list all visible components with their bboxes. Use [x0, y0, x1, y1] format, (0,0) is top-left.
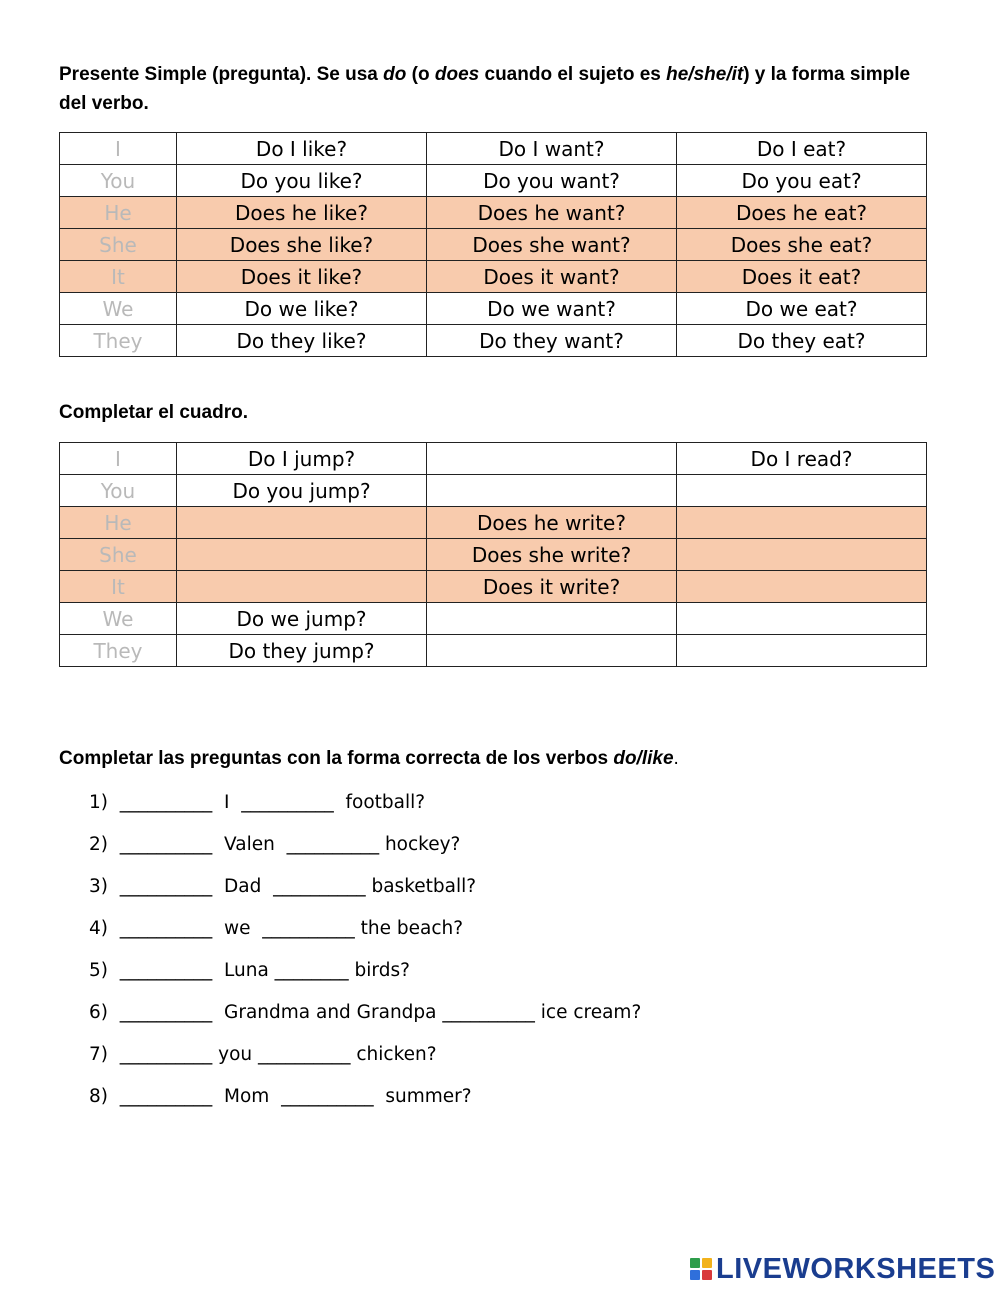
answer-cell-blank[interactable] [427, 475, 677, 507]
table-row [60, 165, 927, 197]
pronoun-cell: We [60, 603, 177, 635]
question-cell: Do I like? [177, 133, 427, 165]
question-cell: Does she eat? [677, 229, 927, 261]
table-row [60, 475, 927, 507]
question-cell: Do we like? [177, 293, 427, 325]
table-row [60, 261, 927, 293]
question-cell: Does he want? [427, 197, 677, 229]
pronoun-cell: I [60, 133, 177, 165]
question-cell: Do we want? [427, 293, 677, 325]
complete-conjugation-table [59, 442, 927, 667]
pronoun-cell: She [60, 539, 177, 571]
table-row [60, 539, 927, 571]
logo-icon [690, 1258, 712, 1280]
table-row [60, 197, 927, 229]
question-cell: Does she write? [427, 539, 677, 571]
answer-cell-blank[interactable] [427, 635, 677, 667]
pronoun-cell: She [60, 229, 177, 261]
example-conjugation-table [59, 132, 927, 357]
answer-cell-blank[interactable] [677, 603, 927, 635]
liveworksheets-logo [690, 1254, 995, 1284]
question-cell: Do I jump? [177, 443, 427, 475]
question-cell: Does she like? [177, 229, 427, 261]
answer-cell-blank[interactable] [677, 635, 927, 667]
pronoun-cell: You [60, 165, 177, 197]
question-cell: Do you jump? [177, 475, 427, 507]
question-cell: Do they eat? [677, 325, 927, 357]
answer-cell-blank[interactable] [427, 443, 677, 475]
pronoun-cell: It [60, 261, 177, 293]
question-cell: Does it write? [427, 571, 677, 603]
question-cell: Do you eat? [677, 165, 927, 197]
section-heading-complete-questions: Completar las preguntas con la forma correcta de los verbos do/like. [59, 748, 679, 769]
answer-cell-blank[interactable] [177, 539, 427, 571]
pronoun-cell: You [60, 475, 177, 507]
question-cell: Does he like? [177, 197, 427, 229]
question-item[interactable]: 7) __________ you __________ chicken? [89, 1044, 437, 1065]
question-cell: Does it want? [427, 261, 677, 293]
question-cell: Do they jump? [177, 635, 427, 667]
table-row [60, 229, 927, 261]
question-cell: Do they like? [177, 325, 427, 357]
table-row [60, 133, 927, 165]
table-row [60, 293, 927, 325]
answer-cell-blank[interactable] [427, 603, 677, 635]
question-cell: Do we eat? [677, 293, 927, 325]
table-row [60, 443, 927, 475]
question-cell: Do you like? [177, 165, 427, 197]
table-row [60, 603, 927, 635]
answer-cell-blank[interactable] [677, 571, 927, 603]
table-row [60, 571, 927, 603]
answer-cell-blank[interactable] [177, 571, 427, 603]
question-cell: Do I want? [427, 133, 677, 165]
answer-cell-blank[interactable] [677, 539, 927, 571]
question-cell: Does he eat? [677, 197, 927, 229]
pronoun-cell: They [60, 325, 177, 357]
table-row [60, 635, 927, 667]
question-list [89, 790, 641, 1126]
question-cell: Does it eat? [677, 261, 927, 293]
question-item[interactable]: 3) __________ Dad __________ basketball? [89, 876, 477, 897]
pronoun-cell: They [60, 635, 177, 667]
question-item[interactable]: 5) __________ Luna ________ birds? [89, 960, 410, 981]
question-cell: Do you want? [427, 165, 677, 197]
table-row [60, 507, 927, 539]
pronoun-cell: It [60, 571, 177, 603]
question-item[interactable]: 8) __________ Mom __________ summer? [89, 1086, 472, 1107]
question-cell: Do they want? [427, 325, 677, 357]
logo-text: LIVEWORKSHEETS [716, 1252, 996, 1285]
table-row [60, 325, 927, 357]
pronoun-cell: We [60, 293, 177, 325]
question-item[interactable]: 4) __________ we __________ the beach? [89, 918, 464, 939]
question-item[interactable]: 1) __________ I __________ football? [89, 792, 426, 813]
question-cell: Do we jump? [177, 603, 427, 635]
question-item[interactable]: 2) __________ Valen __________ hockey? [89, 834, 461, 855]
question-cell: Does it like? [177, 261, 427, 293]
answer-cell-blank[interactable] [177, 507, 427, 539]
question-cell: Do I read? [677, 443, 927, 475]
pronoun-cell: He [60, 197, 177, 229]
pronoun-cell: He [60, 507, 177, 539]
section-heading-complete-table: Completar el cuadro. [59, 402, 248, 423]
question-item[interactable]: 6) __________ Grandma and Grandpa __________ ice cream? [89, 1002, 642, 1023]
answer-cell-blank[interactable] [677, 475, 927, 507]
question-cell: Does he write? [427, 507, 677, 539]
answer-cell-blank[interactable] [677, 507, 927, 539]
instructions-title: Presente Simple (pregunta). Se usa do (o does cuando el sujeto es he/she/it) y la forma simple del verbo. [59, 64, 911, 114]
question-cell: Do I eat? [677, 133, 927, 165]
pronoun-cell: I [60, 443, 177, 475]
question-cell: Does she want? [427, 229, 677, 261]
